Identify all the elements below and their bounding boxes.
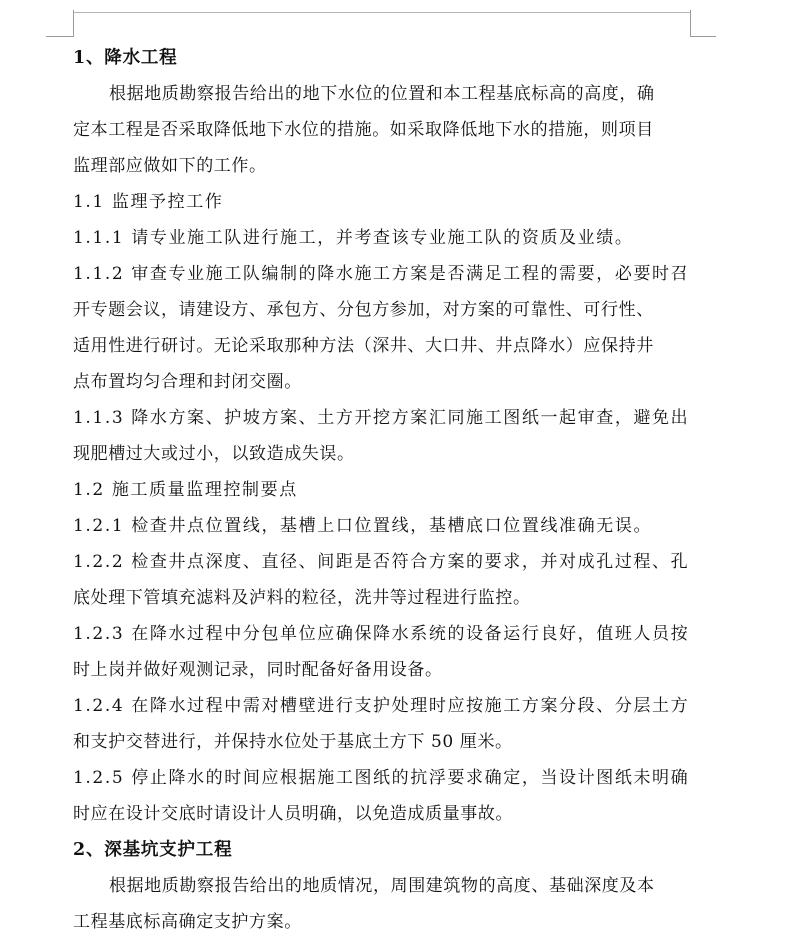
paragraph-line: 1.1.2 审查专业施工队编制的降水施工方案是否满足工程的需要，必要时召 <box>73 264 690 284</box>
section-heading-deep-foundation-pit: 2、深基坑支护工程 <box>73 840 233 860</box>
paragraph-line: 时应在设计交底时请设计人员明确，以免造成质量事故。 <box>73 804 513 824</box>
paragraph-line: 1.2.4 在降水过程中需对槽壁进行支护处理时应按施工方案分段、分层土方 <box>73 696 690 716</box>
paragraph-line: 1.1.3 降水方案、护坡方案、土方开挖方案汇同施工图纸一起审查，避免出 <box>73 408 690 428</box>
crop-mark-top-right <box>690 10 691 37</box>
header-boundary-line <box>73 12 691 13</box>
paragraph-line: 监理部应做如下的工作。 <box>73 156 267 176</box>
paragraph-line: 工程基底标高确定支护方案。 <box>73 912 302 932</box>
paragraph-line: 定本工程是否采取降低地下水位的措施。如采取降低地下水的措施，则项目 <box>73 120 654 140</box>
crop-mark-top-left <box>46 36 74 37</box>
paragraph-line: 1.1.1 请专业施工队进行施工，并考查该专业施工队的资质及业绩。 <box>73 228 634 248</box>
paragraph-line: 1.2.3 在降水过程中分包单位应确保降水系统的设备运行良好，值班人员按 <box>73 624 690 644</box>
paragraph-line: 现肥槽过大或过小，以致造成失误。 <box>73 444 355 464</box>
subsection-heading: 1.2 施工质量监理控制要点 <box>73 480 298 500</box>
paragraph-line: 1.2.1 检查井点位置线，基槽上口位置线，基槽底口位置线准确无误。 <box>73 516 653 536</box>
paragraph-line: 适用性进行研讨。无论采取那种方法（深井、大口井、井点降水）应保持井 <box>73 336 654 356</box>
paragraph-line: 根据地质勘察报告给出的地质情况，周围建筑物的高度、基础深度及本 <box>109 876 655 896</box>
paragraph-line: 底处理下管填充滤料及泸料的粒径，洗井等过程进行监控。 <box>73 588 531 608</box>
paragraph-line: 1.2.5 停止降水的时间应根据施工图纸的抗浮要求确定，当设计图纸未明确 <box>73 768 690 788</box>
paragraph-line: 1.2.2 检查井点深度、直径、间距是否符合方案的要求，并对成孔过程、孔 <box>73 552 690 572</box>
document-body <box>73 40 698 938</box>
paragraph-line: 根据地质勘察报告给出的地下水位的位置和本工程基底标高的高度，确 <box>109 84 655 104</box>
paragraph-line: 开专题会议，请建设方、承包方、分包方参加，对方案的可靠性、可行性、 <box>73 300 654 320</box>
crop-mark-top-right <box>690 36 716 37</box>
paragraph-line: 点布置均匀合理和封闭交圈。 <box>73 372 302 392</box>
paragraph-line: 和支护交替进行，并保持水位处于基底土方下 50 厘米。 <box>73 732 513 752</box>
paragraph-line: 时上岗并做好观测记录，同时配备好备用设备。 <box>73 660 443 680</box>
crop-mark-top-left <box>73 10 74 37</box>
subsection-heading: 1.1 监理予控工作 <box>73 192 224 212</box>
section-heading-dewatering: 1、降水工程 <box>73 48 178 68</box>
